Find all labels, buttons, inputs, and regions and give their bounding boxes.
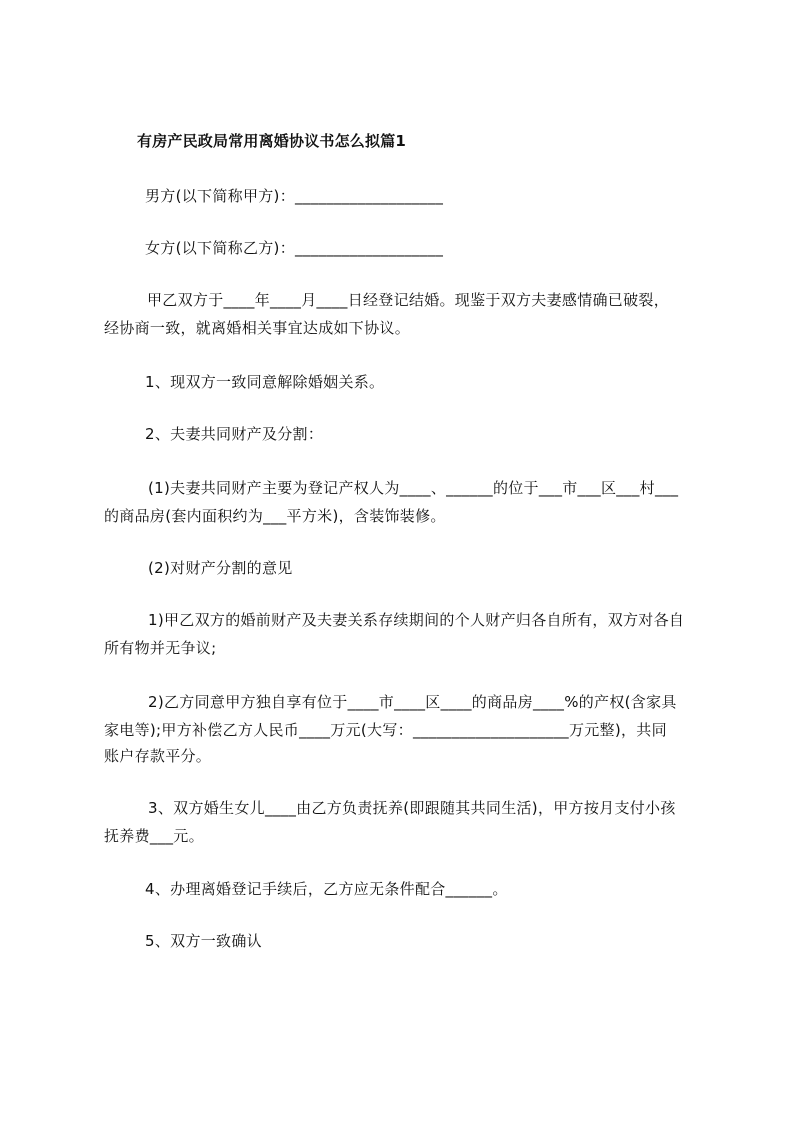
clause-3-line-1: 3、双方婚生女儿____由乙方负责抚养(即跟随其共同生活)，甲方按月支付小孩 [148, 799, 676, 817]
party-a-line: 男方(以下简称甲方)：___________________ [145, 187, 444, 205]
clause-3-line-2: 抚养费___元。 [104, 827, 204, 845]
clause-2-2-2-line-1: 2)乙方同意甲方独自享有位于____市____区____的商品房____%的产权(含家具 [148, 693, 677, 711]
clause-2: 2、夫妻共同财产及分割： [145, 425, 324, 443]
clause-2-1-line-1: (1)夫妻共同财产主要为登记产权人为____、______的位于___市___区___村___ [148, 479, 679, 497]
clause-2-2-1-line-2: 所有物并无争议; [104, 639, 217, 657]
clause-2-2-1-line-1: 1)甲乙双方的婚前财产及夫妻关系存续期间的个人财产归各自所有，双方对各自 [148, 611, 685, 629]
clause-2-2-2-line-3: 账户存款平分。 [104, 747, 212, 765]
clause-2-1-line-2: 的商品房(套内面积约为___平方米)，含装饰装修。 [104, 507, 446, 525]
clause-2-2-2-line-2: 家电等);甲方补偿乙方人民币____万元(大写：____________________万元整)，共同 [104, 721, 667, 739]
document-title: 有房产民政局常用离婚协议书怎么拟篇1 [137, 132, 407, 150]
party-b-line: 女方(以下简称乙方)：___________________ [145, 239, 444, 257]
clause-5: 5、双方一致确认 [145, 932, 262, 950]
clause-1: 1、现双方一致同意解除婚姻关系。 [145, 373, 385, 391]
intro-line-2: 经协商一致，就离婚相关事宜达成如下协议。 [104, 319, 411, 337]
intro-line-1: 甲乙双方于____年____月____日经登记结婚。现鉴于双方夫妻感情确已破裂， [147, 291, 670, 309]
clause-2-2-heading: (2)对财产分割的意见 [148, 559, 293, 577]
clause-4: 4、办理离婚登记手续后，乙方应无条件配合______。 [145, 880, 508, 898]
